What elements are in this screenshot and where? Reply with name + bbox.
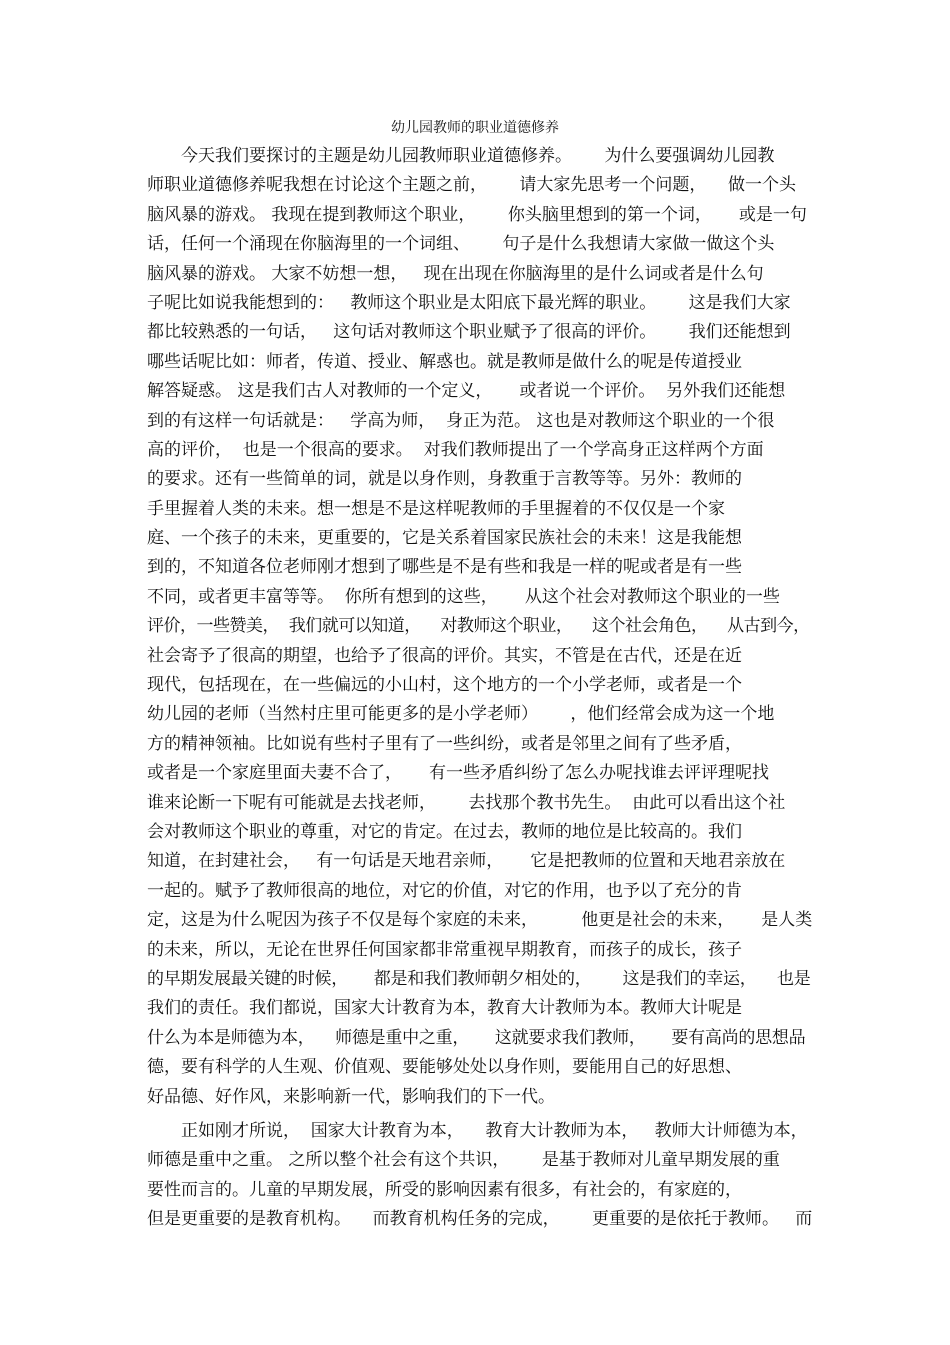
- document-title: 幼儿园教师的职业道德修养: [391, 120, 559, 136]
- paragraph-1-line: 话，任何一个涌现在你脑海里的一个词组、 句子是什么我想请大家做一做这个头: [147, 234, 775, 255]
- paragraph-1-line: 子呢比如说我能想到的： 教师这个职业是太阳底下最光辉的职业。 这是我们大家: [147, 292, 791, 313]
- paragraph-1-line: 的未来，所以，无论在世界任何国家都非常重视早期教育，而孩子的成长，孩子: [147, 939, 742, 960]
- paragraph-2-line: 但是更重要的是教育机构。 而教育机构任务的完成， 更重要的是依托于教师。 而: [147, 1209, 813, 1230]
- paragraph-1-line: 哪些话呢比如：师者，传道、授业、解惑也。就是教师是做什么的呢是传道授业: [147, 351, 742, 372]
- paragraph-2-line: 要性而言的。儿童的早期发展，所受的影响因素有很多，有社会的，有家庭的，: [147, 1179, 742, 1200]
- paragraph-1-line: 脑风暴的游戏。 大家不妨想一想， 现在出现在你脑海里的是什么词或者是什么句: [147, 263, 764, 284]
- paragraph-1-line: 一起的。赋予了教师很高的地位，对它的价值，对它的作用，也予以了充分的肯: [147, 880, 742, 901]
- paragraph-1-line: 庭、一个孩子的未来，更重要的，它是关系着国家民族社会的未来！这是我能想: [147, 528, 742, 549]
- paragraph-2-line: 师德是重中之重。 之所以整个社会有这个共识， 是基于教师对儿童早期发展的重: [147, 1150, 780, 1171]
- paragraph-1-line: 不同，或者更丰富等等。 你所有想到的这些， 从这个社会对教师这个职业的一些: [147, 586, 780, 607]
- paragraph-1-line: 德，要有科学的人生观、价值观、要能够处处以身作则，要能用自己的好思想、: [147, 1057, 742, 1078]
- paragraph-1-line: 方的精神领袖。比如说有些村子里有了一些纠纷，或者是邻里之间有了些矛盾，: [147, 733, 742, 754]
- paragraph-1-line: 今天我们要探讨的主题是幼儿园教师职业道德修养。 为什么要强调幼儿园教: [181, 146, 775, 166]
- paragraph-1-line: 什么为本是师德为本， 师德是重中之重， 这就要求我们教师， 要有高尚的思想品: [147, 1027, 806, 1048]
- paragraph-1-line: 现代，包括现在，在一些偏远的小山村，这个地方的一个小学老师，或者是一个: [147, 675, 742, 696]
- paragraph-2-line: 正如刚才所说， 国家大计教育为本， 教育大计教师为本， 教师大计师德为本，: [181, 1120, 808, 1141]
- document-body: [147, 142, 812, 1234]
- paragraph-1-line: 脑风暴的游戏。 我现在提到教师这个职业， 你头脑里想到的第一个词， 或是一句: [147, 204, 807, 225]
- paragraph-1-line: 到的有这样一句话就是： 学高为师， 身正为范。 这也是对教师这个职业的一个很: [147, 410, 775, 431]
- paragraph-1-line: 幼儿园的老师（当然村庄里可能更多的是小学老师） ，他们经常会成为这一个地: [147, 704, 775, 725]
- paragraph-1-line: 的早期发展最关键的时候， 都是和我们教师朝夕相处的， 这是我们的幸运， 也是: [147, 968, 811, 989]
- paragraph-1-line: 定，这是为什么呢因为孩子不仅是每个家庭的未来， 他更是社会的未来， 是人类: [147, 910, 813, 931]
- paragraph-1-line: 评价，一些赞美， 我们就可以知道， 对教师这个职业， 这个社会角色， 从古到今，: [147, 616, 810, 637]
- paragraph-1-line: 知道，在封建社会， 有一句话是天地君亲师， 它是把教师的位置和天地君亲放在: [147, 851, 786, 872]
- paragraph-1-line: 高的评价， 也是一个很高的要求。 对我们教师提出了一个学高身正这样两个方面: [147, 439, 764, 460]
- paragraph-1-line: 会对教师这个职业的尊重，对它的肯定。在过去，教师的地位是比较高的。我们: [147, 821, 742, 842]
- paragraph-1-line: 都比较熟悉的一句话， 这句话对教师这个职业赋予了很高的评价。 我们还能想到: [147, 322, 791, 343]
- paragraph-1-line: 解答疑惑。 这是我们古人对教师的一个定义， 或者说一个评价。 另外我们还能想: [147, 381, 786, 402]
- paragraph-1-line: 好品德、好作风，来影响新一代，影响我们的下一代。: [147, 1086, 555, 1107]
- paragraph-1-line: 我们的责任。我们都说，国家大计教育为本，教育大计教师为本。教师大计呢是: [147, 998, 742, 1019]
- paragraph-1-line: 或者是一个家庭里面夫妻不合了， 有一些矛盾纠纷了怎么办呢找谁去评评理呢找: [147, 763, 770, 784]
- paragraph-1-line: 到的，不知道各位老师刚才想到了哪些是不是有些和我是一样的呢或者是有一些: [147, 557, 742, 578]
- paragraph-1-line: 谁来论断一下呢有可能就是去找老师， 去找那个教书先生。 由此可以看出这个社: [147, 792, 786, 813]
- paragraph-1-line: 手里握着人类的未来。想一想是不是这样呢教师的手里握着的不仅仅是一个家: [147, 498, 725, 519]
- paragraph-1-line: 社会寄予了很高的期望，也给予了很高的评价。其实，不管是在古代，还是在近: [147, 645, 742, 666]
- paragraph-1-line: 师职业道德修养呢我想在讨论这个主题之前， 请大家先思考一个问题， 做一个头: [147, 175, 797, 196]
- paragraph-1-line: 的要求。还有一些简单的词，就是以身作则，身教重于言教等等。另外：教师的: [147, 469, 742, 490]
